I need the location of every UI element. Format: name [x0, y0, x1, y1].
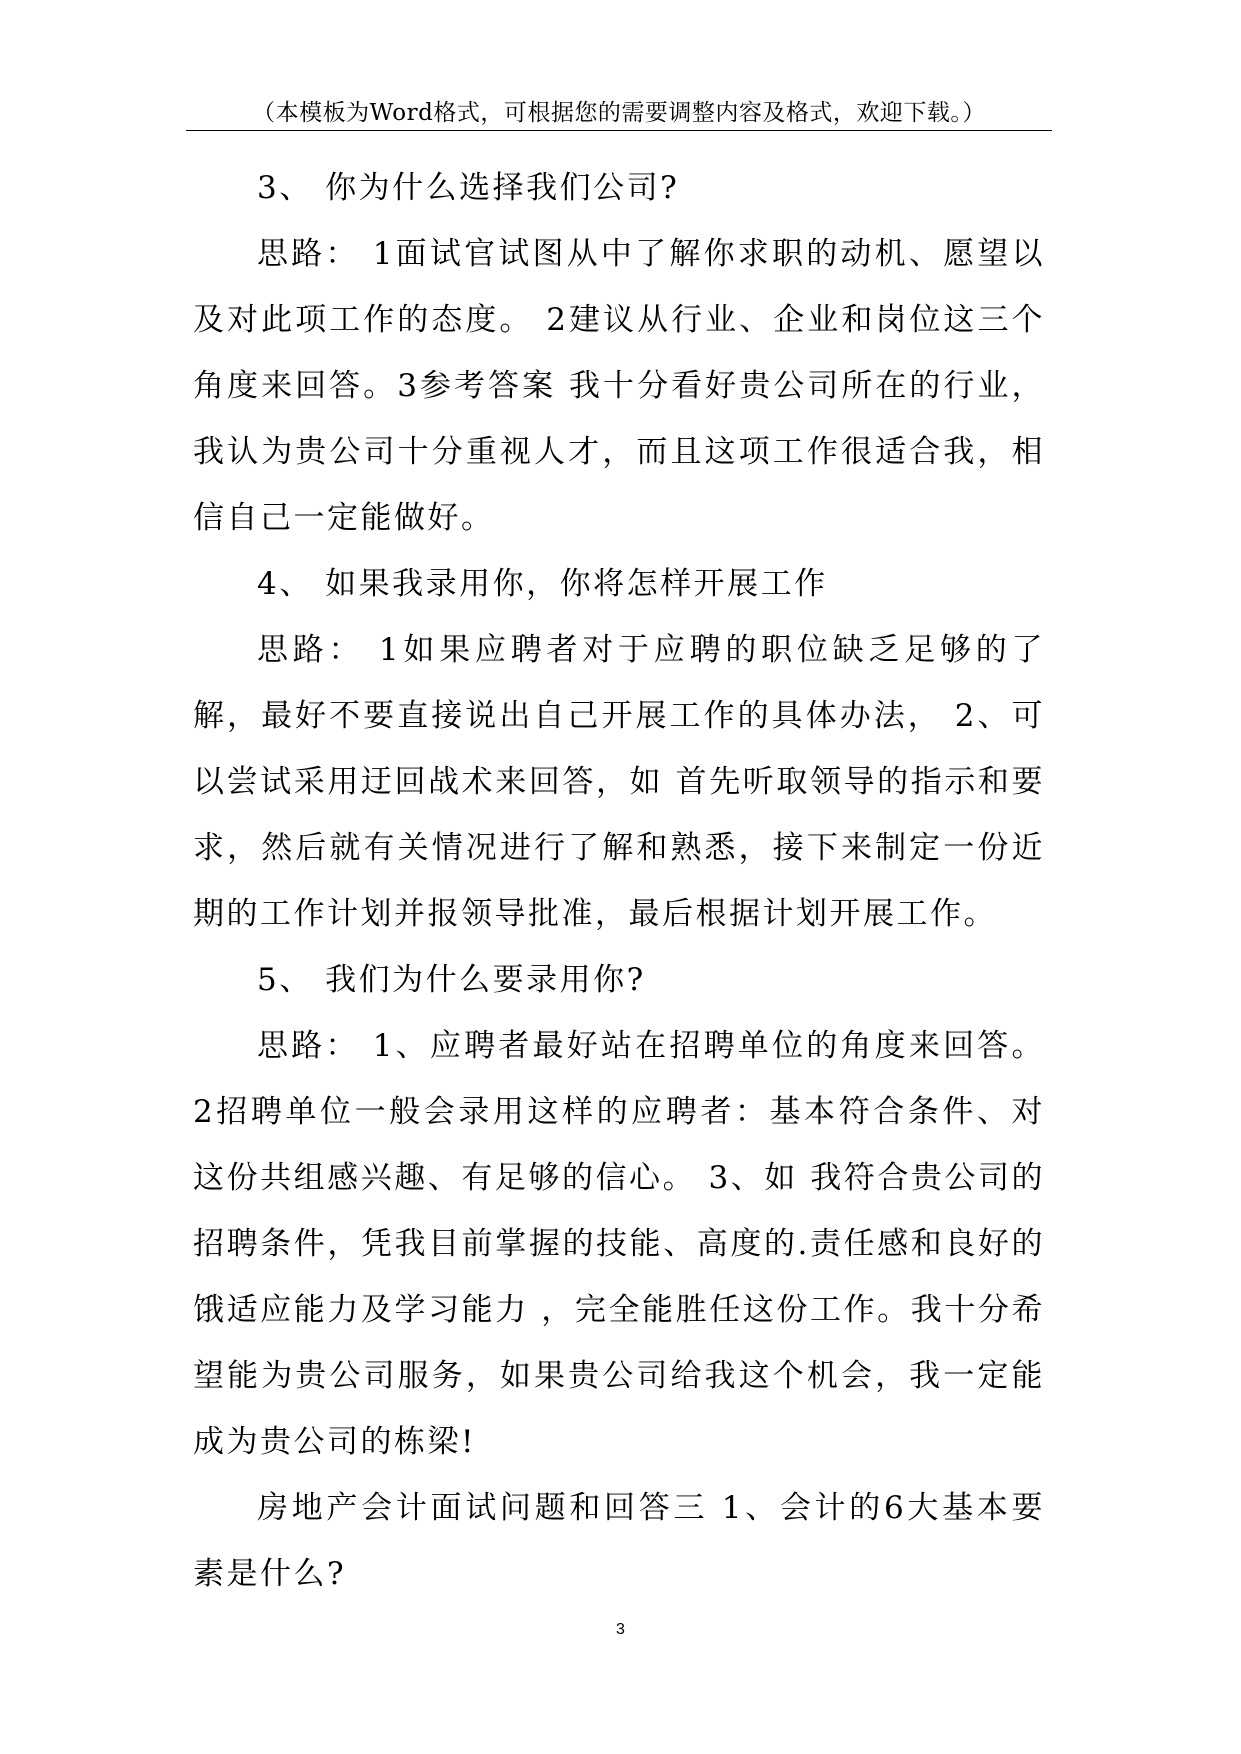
question-5-heading: 5、 我们为什么要录用你? [257, 962, 646, 998]
question-3-heading: 3、 你为什么选择我们公司? [257, 170, 680, 206]
section-three-intro: 房地产会计面试问题和回答三 1、会计的6大基本要素是什么? [193, 1490, 1045, 1592]
question-4-answer: 思路： 1如果应聘者对于应聘的职位缺乏足够的了解，最好不要直接说出自己开展工作的具体办法， 2、可以尝试采用迂回战术来回答，如 首先听取领导的指示和要求，然后就有关情况进行了解和熟悉，接下来制定一份近期的工作计划并报领导批准，最后根据计划开展工作。 [193, 632, 1045, 932]
page-number: 3 [616, 1621, 625, 1638]
question-4-heading: 4、 如果我录用你，你将怎样开展工作 [257, 566, 828, 602]
question-3-answer: 思路： 1面试官试图从中了解你求职的动机、愿望以及对此项工作的态度。 2建议从行业、企业和岗位这三个角度来回答。3参考答案 我十分看好贵公司所在的行业，我认为贵公司十分重视人才，而且这项工作很适合我，相信自己一定能做好。 [193, 236, 1045, 536]
document-body [193, 155, 1045, 1607]
header-note: （本模板为Word格式，可根据您的需要调整内容及格式，欢迎下载。） [252, 100, 986, 126]
question-5-answer: 思路： 1、应聘者最好站在招聘单位的角度来回答。 2招聘单位一般会录用这样的应聘者：基本符合条件、对这份共组感兴趣、有足够的信心。 3、如 我符合贵公司的招聘条件，凭我目前掌握的技能、高度的.责任感和良好的饿适应能力及学习能力 ，完全能胜任这份工作。我十分希望能为贵公司服务，如果贵公司给我这个机会，我一定能成为贵公司的栋梁! [193, 1028, 1045, 1460]
header-divider [186, 130, 1052, 131]
